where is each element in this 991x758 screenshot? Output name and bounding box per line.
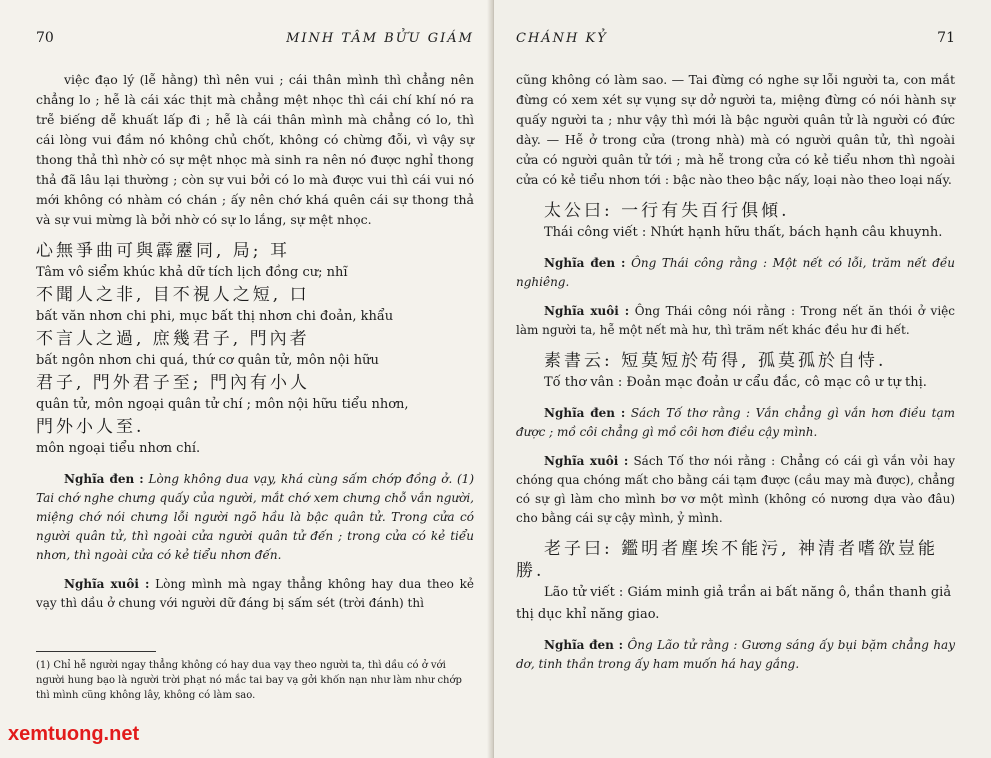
right-page [494,0,991,758]
quote-3-reading: Lão tử viết : Giám minh giả trần ai bất năng ô, thần thanh giả thị dục khỉ năng giao. [516,585,952,622]
running-title-right: CHÁNH KỶ [516,31,608,46]
quote-1-reading: Thái công viết : Nhứt hạnh hữu thất, bách hạnh câu khuynh. [544,225,943,240]
nghia-den-text: Ông Thái công rằng : Một nết có lỗi, trăm nết đều nghiêng. [516,256,955,289]
quote-2-reading: Tố thơ vân : Đoản mạc đoản ư cẩu đắc, cô mạc cô ư tự thị. [544,375,927,390]
nghia-xuoi-label: Nghĩa xuôi : [64,577,150,591]
nghia-den-label: Nghĩa đen : [64,472,144,486]
left-quote-block [36,240,474,460]
nghia-xuoi-label: Nghĩa xuôi : [544,304,630,318]
nghia-xuoi-text: Ông Thái công nói rằng : Trong nết ăn thói ở việc làm người ta, hễ một nết mà hư, thì trăm nết khác đều hư đi hết. [516,304,955,337]
quote-reading-line: quân tử, môn ngoại quân tử chí ; môn nội hữu tiểu nhơn, [36,397,409,412]
quote-2-xuoi [516,452,955,528]
left-paragraph: việc đạo lý (lễ hằng) thì nên vui ; cái thân mình thì chẳng nên chẳng lo ; hễ là cái xác thịt mà chẳng mệt nhọc thì cái chí khí nó ra trễ biếng dễ khuất lấp đi ; hễ là cái thân mình mà chẳng có lo, thì cái lòng vui đầm nó không chủ chốt, không có chừng đỗi, vì vậy sự thong thả thì nhờ có sự mệt nhọc mà sinh ra nên nó được nghỉ thong thả đã lâu lại thường ; còn sự vui bởi có lo mà được vui thì cái vui nó mới không có nhàm có chán ; ấy nên chớ khá quên cái sự thong thả và sự vui mừng là bởi nhờ có sự lo lắng, sự mệt nhọc. [36,72,474,227]
nghia-xuoi-label: Nghĩa xuôi : [544,454,629,468]
quote-1 [516,200,955,340]
quote-han-line: 門外小人至. [36,417,145,437]
footnote-rule [36,651,156,652]
right-header [516,30,955,46]
quote-reading-line: bất ngôn nhơn chi quá, thứ cơ quân tử, môn nội hữu [36,353,379,368]
quote-reading-line: bất văn nhơn chi phi, mục bất thị nhơn chi đoản, khẩu [36,309,394,324]
running-title-left: MINH TÂM BỬU GIÁM [286,31,474,46]
quote-2-han: 素書云: 短莫短於苟得, 孤莫孤於自恃. [544,351,887,371]
quote-reading-line: môn ngoại tiểu nhơn chí. [36,441,201,456]
nghia-den-label: Nghĩa đen : [544,638,624,652]
quote-han-line: 不言人之過, 庶幾君子, 門內者 [36,329,310,349]
nghia-den-label: Nghĩa đen : [544,406,626,420]
nghia-den-text: Ông Lão tử rằng : Gương sáng ấy bụi bặm chẳng hay dơ, tinh thần trong ấy ham muốn há hay gắng. [516,638,955,671]
quote-2 [516,350,955,528]
nghia-den-left [36,470,474,565]
nghia-xuoi-text: Sách Tố thơ nói rằng : Chẳng có cái gì vắn vỏi hay chóng qua chóng mất cho bằng cái tạm được (cầu may mà được), chẳng có sự gì làm cho mình bơ vơ một mình (không có nương dựa vào đâu) cho bằng cái sự cậy mình, ỷ mình. [516,454,955,525]
footnote: (1) Chỉ hễ người ngay thẳng không có hay dua vạy theo người ta, thì dầu có ở với người hung bạo là người trời phạt nó mắc tai bay vạ gởi khốn nạn như làm như chớp thì mình cũng không lây, không có làm sao. [36,660,462,701]
quote-reading-line: Tâm vô siểm khúc khả dữ tích lịch đồng cư; nhĩ [36,265,348,280]
quote-1-xuoi [516,302,955,340]
quote-3-han: 老子曰: 鑑明者塵埃不能污, 神清者嗜欲豈能勝. [516,539,938,581]
nghia-den-label: Nghĩa đen : [544,256,626,270]
left-page [0,0,494,758]
nghia-xuoi-left [36,575,474,613]
page-number-right: 71 [937,30,955,46]
right-paragraph: cũng không có làm sao. — Tai đừng có nghe sự lỗi người ta, con mắt đừng có xem xét sự vụng sự dở người ta, miệng đừng có nói hành sự quấy người ta ; như vậy thì mới là bậc người quân tử là người có đức dày. — Hễ ở trong cửa (trong nhà) mà có người quân tử, thì ngoài cửa có người quân tử tới ; mà hễ trong cửa có kẻ tiểu nhơn thì ngoài cửa có kẻ tiểu nhơn tới : bậc nào theo bậc nấy, loại nào theo loại nấy. [516,72,955,187]
quote-han-line: 心無爭曲可與霹靂同, 局; 耳 [36,241,290,261]
quote-1-den [516,254,955,292]
nghia-xuoi-text: Lòng mình mà ngay thẳng không hay dua theo kẻ vạy thì dầu ở chung với người dữ đáng bị sấm sét (trời đánh) thì [36,577,474,610]
left-header [36,30,474,46]
quote-han-line: 君子, 門外君子至; 門內有小人 [36,373,310,393]
nghia-den-text: Lòng không dua vạy, khá cùng sấm chớp đồng ở. (1) Tai chớ nghe chưng quấy của người, mắt chớ xem chưng chỗ vắn người, miệng chớ nói chưng lỗi người ngõ hầu là bậc quân tử. Trong cửa có người quân tử, thì ngoài cửa người quân tử đến ; trong cửa có kẻ tiểu nhơn, thì ngoài cửa có kẻ tiểu nhơn đến. [36,472,474,562]
quote-3 [516,538,955,674]
quote-1-han: 太公曰: 一行有失百行俱傾. [544,201,790,221]
watermark-logo: xemtuong.net [8,723,140,745]
quote-han-line: 不聞人之非, 目不視人之短, 口 [36,285,310,305]
page-number-left: 70 [36,30,54,46]
nghia-den-text: Sách Tố thơ rằng : Vắn chẳng gì vắn hơn điều tạm được ; mồ côi chẳng gì mồ côi hơn điều cậy mình. [516,406,955,439]
quote-3-den [516,636,955,674]
quote-2-den [516,404,955,442]
